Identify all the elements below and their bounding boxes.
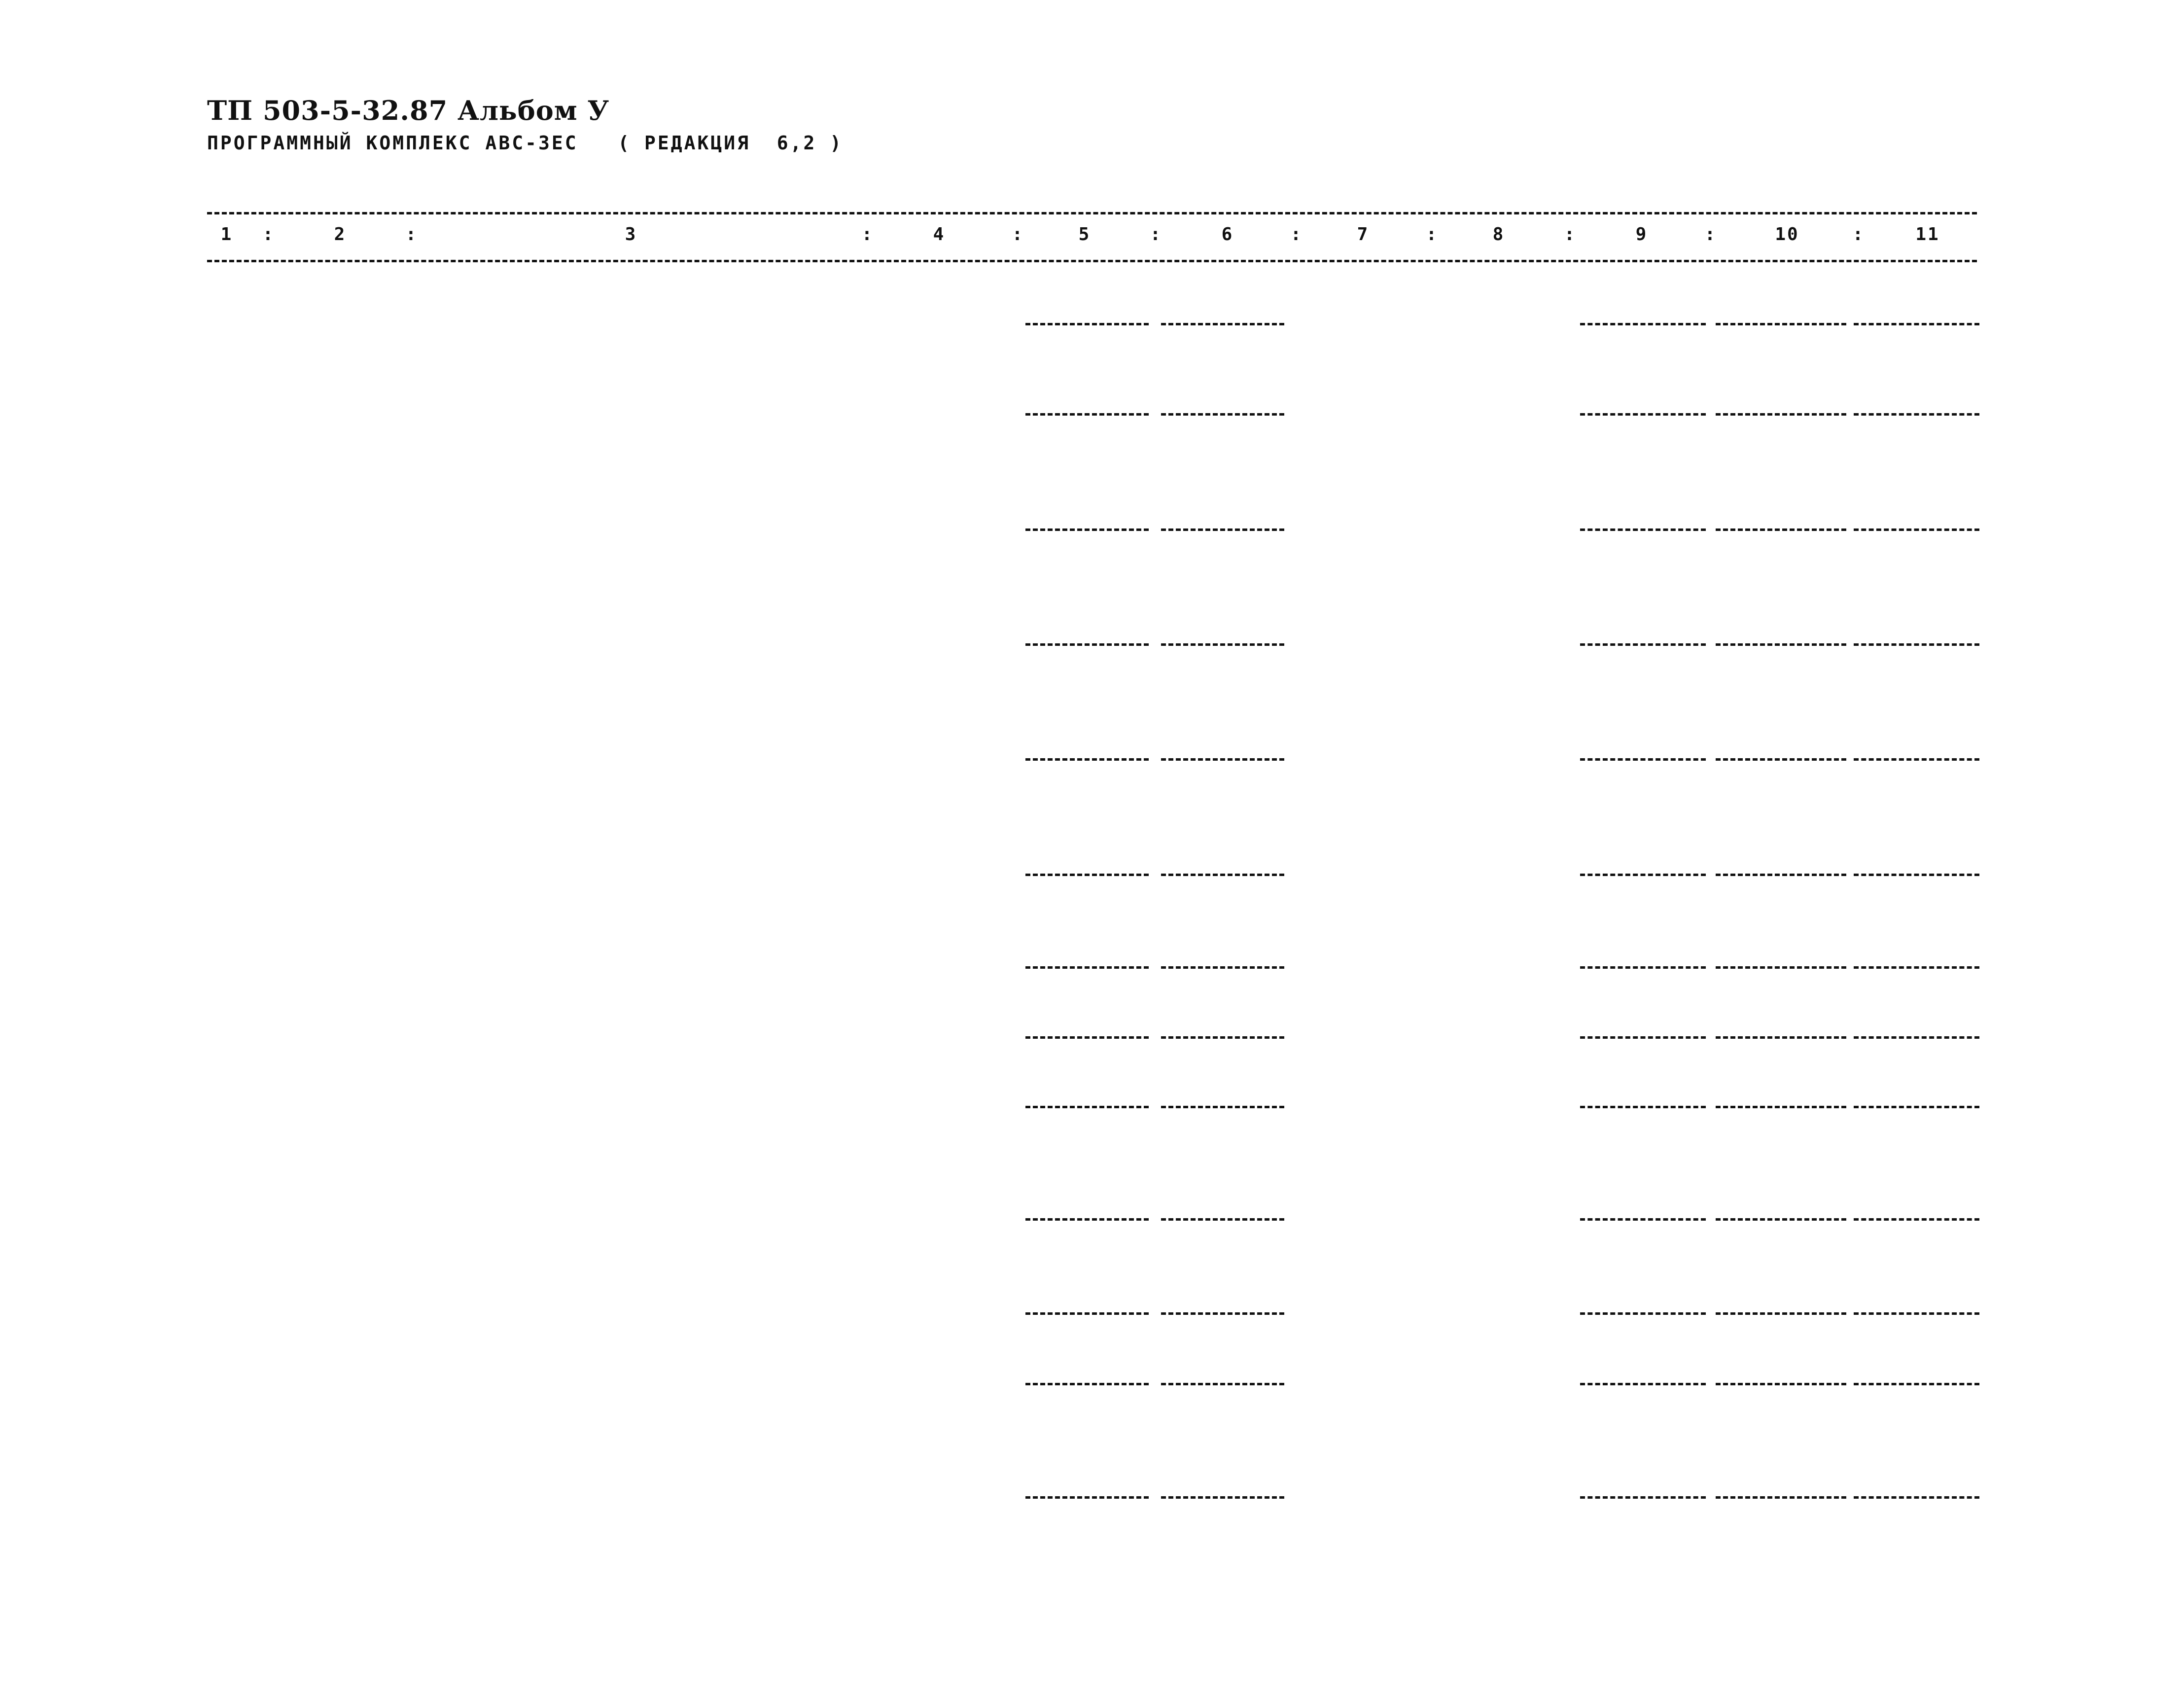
column-separator: : [1704, 224, 1717, 245]
cell-divider [1716, 1312, 1846, 1315]
column-separator: : [861, 224, 874, 245]
cell-divider [1580, 874, 1706, 876]
cell-divider [1580, 643, 1706, 646]
cell-divider [1854, 1218, 1979, 1221]
column-header-8: 8 [1492, 224, 1505, 245]
cell-divider [1580, 1496, 1706, 1499]
cell-divider [1161, 758, 1284, 761]
cell-divider [1854, 1036, 1979, 1039]
cell-divider [1854, 323, 1979, 325]
column-header-9: 9 [1635, 224, 1648, 245]
cell-divider [1025, 528, 1149, 531]
page-subtitle: ПРОГРАММНЫЙ КОМПЛЕКС АВС-3ЕС ( РЕДАКЦИЯ 6,2 ) [207, 132, 844, 154]
cell-divider [1580, 1036, 1706, 1039]
cell-divider [1854, 528, 1979, 531]
cell-divider [1161, 1496, 1284, 1499]
cell-divider [1580, 528, 1706, 531]
cell-divider [1161, 1106, 1284, 1108]
cell-divider [1580, 1106, 1706, 1108]
cell-divider [1716, 1036, 1846, 1039]
cell-divider [1716, 1218, 1846, 1221]
cell-divider [1161, 1312, 1284, 1315]
column-header-3: 3 [625, 224, 637, 245]
table-header-bottom-rule [207, 260, 1977, 262]
cell-divider [1580, 323, 1706, 325]
cell-divider [1161, 323, 1284, 325]
column-separator: : [1290, 224, 1303, 245]
column-header-1: 1 [220, 224, 233, 245]
cell-divider [1716, 1496, 1846, 1499]
cell-divider [1580, 1218, 1706, 1221]
column-header-7: 7 [1357, 224, 1370, 245]
cell-divider [1161, 1036, 1284, 1039]
cell-divider [1025, 966, 1149, 969]
cell-divider [1716, 643, 1846, 646]
cell-divider [1161, 643, 1284, 646]
cell-divider [1025, 1036, 1149, 1039]
cell-divider [1854, 1383, 1979, 1385]
cell-divider [1716, 1383, 1846, 1385]
cell-divider [1854, 643, 1979, 646]
cell-divider [1025, 758, 1149, 761]
column-header-11: 11 [1915, 224, 1940, 245]
cell-divider [1025, 1496, 1149, 1499]
cell-divider [1161, 874, 1284, 876]
cell-divider [1580, 1383, 1706, 1385]
cell-divider [1161, 413, 1284, 416]
cell-divider [1854, 413, 1979, 416]
column-separator: : [1852, 224, 1865, 245]
cell-divider [1161, 1218, 1284, 1221]
cell-divider [1025, 1312, 1149, 1315]
cell-divider [1854, 874, 1979, 876]
cell-divider [1025, 413, 1149, 416]
column-separator: : [405, 224, 418, 245]
cell-divider [1854, 966, 1979, 969]
column-separator: : [1564, 224, 1577, 245]
column-separator: : [1012, 224, 1024, 245]
cell-divider [1580, 413, 1706, 416]
cell-divider [1025, 1383, 1149, 1385]
column-header-10: 10 [1775, 224, 1799, 245]
column-separator: : [1426, 224, 1439, 245]
column-separator: : [262, 224, 275, 245]
cell-divider [1854, 1496, 1979, 1499]
column-header-2: 2 [334, 224, 347, 245]
cell-divider [1716, 528, 1846, 531]
column-header-5: 5 [1078, 224, 1091, 245]
cell-divider [1580, 966, 1706, 969]
cell-divider [1025, 1218, 1149, 1221]
cell-divider [1580, 758, 1706, 761]
cell-divider [1025, 1106, 1149, 1108]
cell-divider [1716, 1106, 1846, 1108]
cell-divider [1716, 323, 1846, 325]
cell-divider [1025, 643, 1149, 646]
cell-divider [1854, 1312, 1979, 1315]
column-header-4: 4 [933, 224, 946, 245]
cell-divider [1161, 966, 1284, 969]
table-header-top-rule [207, 212, 1977, 214]
cell-divider [1716, 758, 1846, 761]
cell-divider [1854, 1106, 1979, 1108]
cell-divider [1025, 323, 1149, 325]
page-title: ТП 503-5-32.87 Альбом У [207, 95, 610, 126]
cell-divider [1854, 758, 1979, 761]
cell-divider [1580, 1312, 1706, 1315]
cell-divider [1025, 874, 1149, 876]
column-header-6: 6 [1221, 224, 1234, 245]
cell-divider [1161, 528, 1284, 531]
cell-divider [1716, 966, 1846, 969]
cell-divider [1161, 1383, 1284, 1385]
cell-divider [1716, 874, 1846, 876]
cell-divider [1716, 413, 1846, 416]
column-separator: : [1150, 224, 1162, 245]
